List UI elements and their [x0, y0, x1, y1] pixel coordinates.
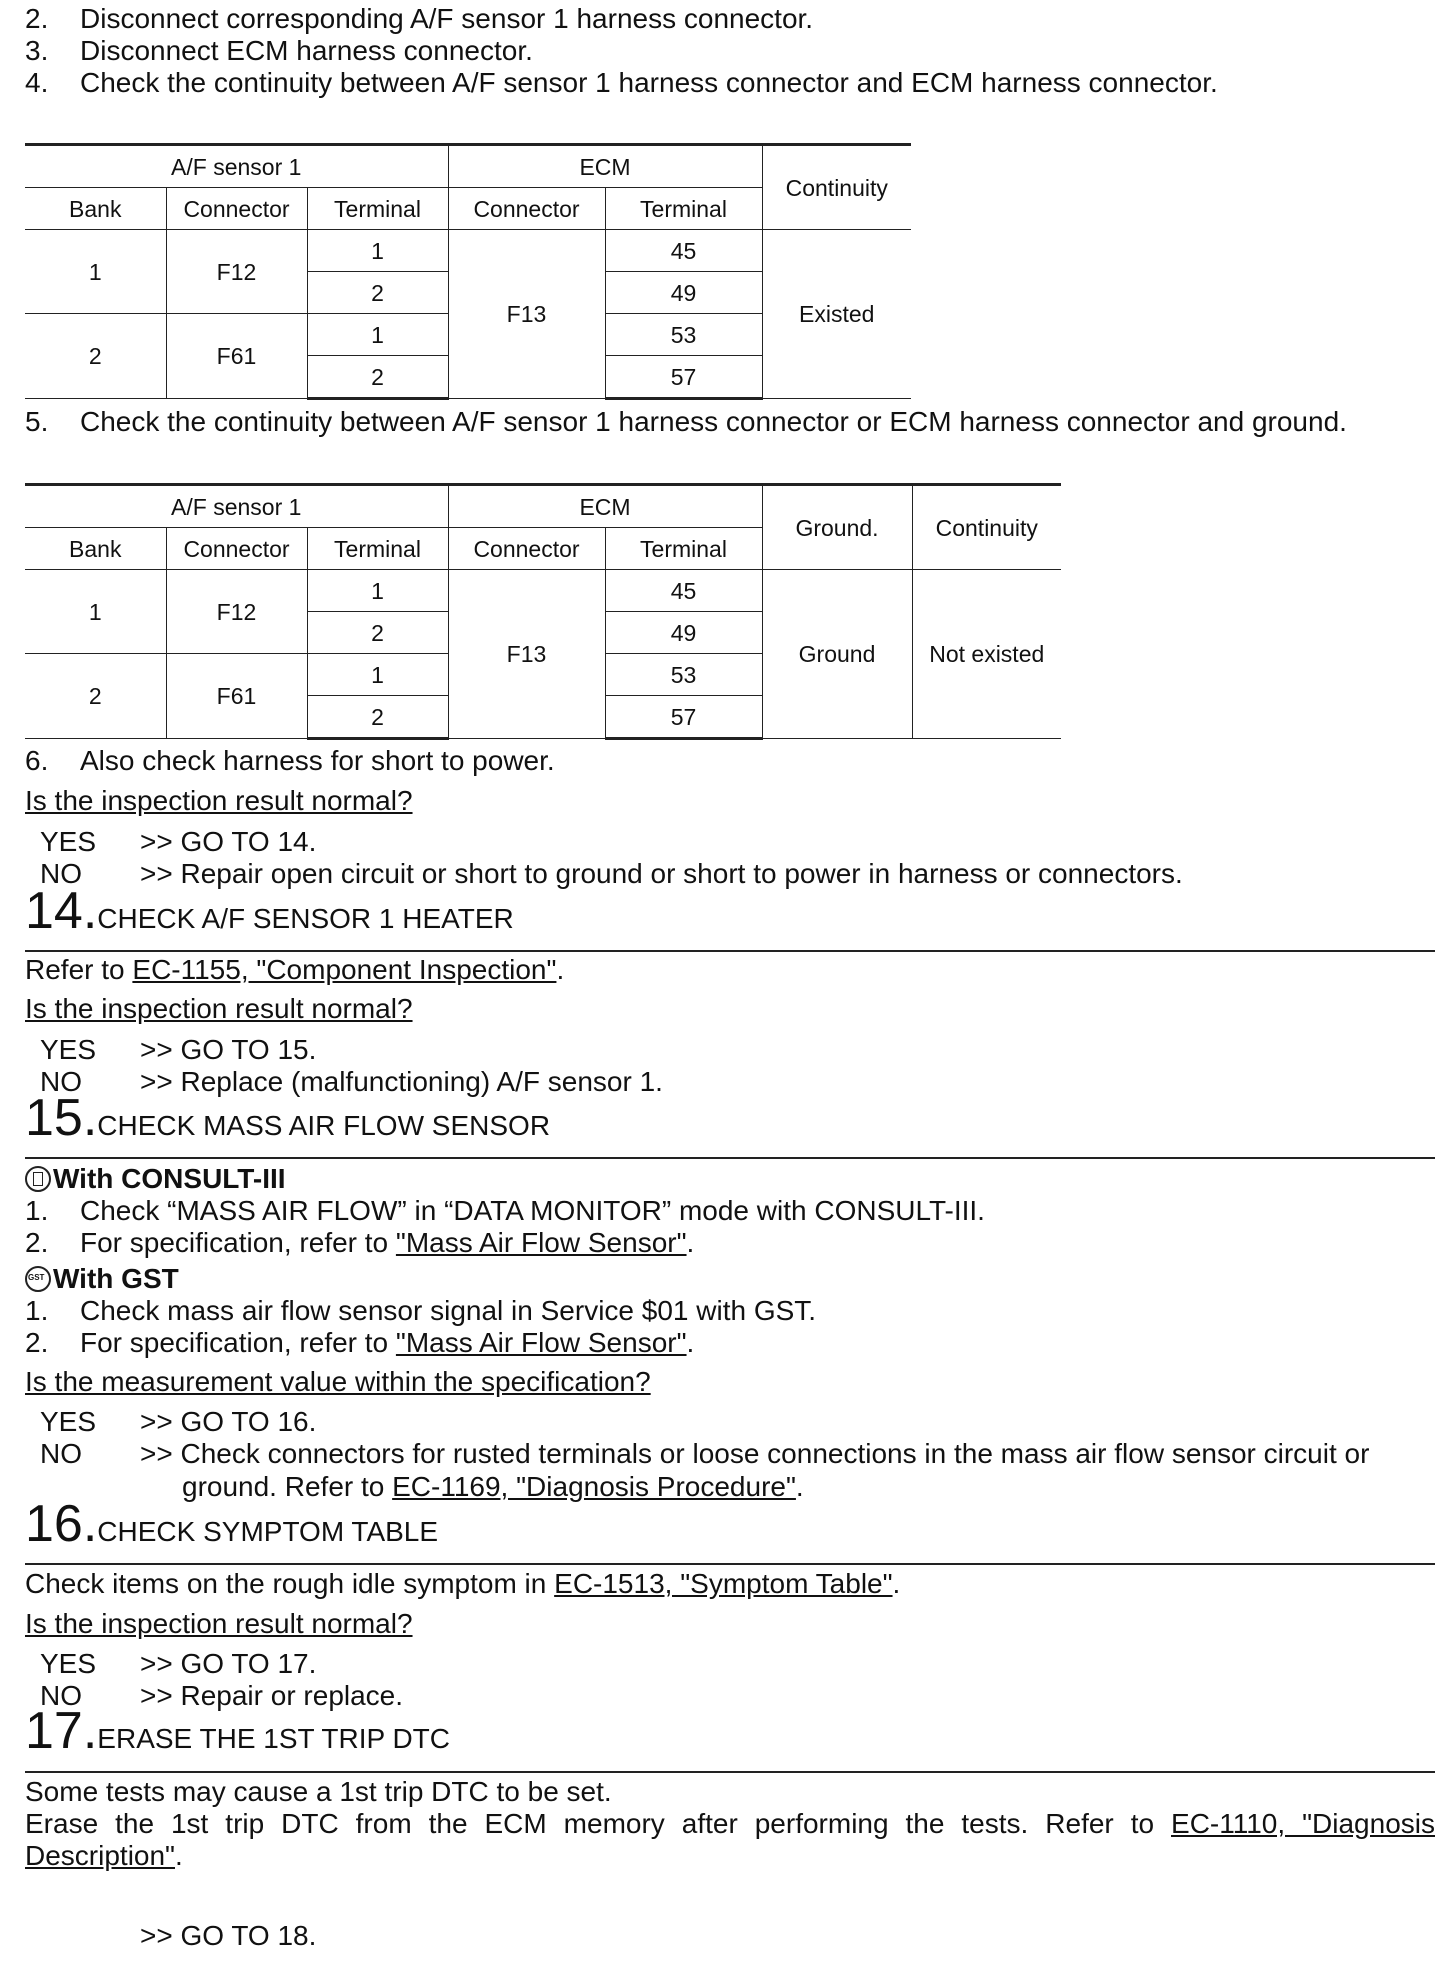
- consult-tool-icon: [25, 1166, 51, 1192]
- header-terminal: Terminal: [307, 528, 448, 570]
- cell-connector: F61: [166, 654, 307, 739]
- cell-terminal: 2: [307, 272, 448, 314]
- cell-ecm-terminal: 53: [605, 654, 762, 696]
- continuity-table-ground: [25, 483, 1061, 740]
- diagnosis-procedure-link[interactable]: EC-1169, "Diagnosis Procedure": [392, 1471, 796, 1502]
- diagnosis-description-link[interactable]: EC-1110, "Diagnosis: [1171, 1808, 1435, 1839]
- no-row-continued: ground. Refer to EC-1169, "Diagnosis Procedure".: [182, 1471, 804, 1502]
- erase-line-3: Description".: [25, 1840, 183, 1871]
- consult-step-1: 1. Check “MASS AIR FLOW” in “DATA MONITOR” mode with CONSULT-III.: [25, 1195, 985, 1226]
- no-row: NO >> Check connectors for rusted terminals or loose connections in the mass air flow sensor circuit or: [40, 1438, 1370, 1469]
- cell-terminal: 1: [307, 230, 448, 272]
- cell-bank: 2: [25, 654, 166, 739]
- cell-ecm-terminal: 49: [605, 612, 762, 654]
- component-inspection-link[interactable]: EC-1155, "Component Inspection": [132, 954, 557, 985]
- cell-ground: Ground: [762, 570, 912, 739]
- erase-line-1: Some tests may cause a 1st trip DTC to be set.: [25, 1776, 612, 1807]
- gst-step-1: 1. Check mass air flow sensor signal in Service $01 with GST.: [25, 1295, 817, 1326]
- cell-ecm-terminal: 57: [605, 356, 762, 399]
- step-17-heading: 17.ERASE THE 1ST TRIP DTC: [25, 1702, 450, 1760]
- cell-continuity: Not existed: [912, 570, 1061, 739]
- cell-ecm-terminal: 45: [605, 230, 762, 272]
- cell-ecm-terminal: 45: [605, 570, 762, 612]
- divider: [25, 1563, 1435, 1565]
- step-15-heading: 15.CHECK MASS AIR FLOW SENSOR: [25, 1089, 551, 1147]
- continuity-table-ecm: [25, 143, 911, 400]
- header-terminal: Terminal: [307, 188, 448, 230]
- cell-terminal: 2: [307, 356, 448, 399]
- diagnosis-description-link-cont[interactable]: Description": [25, 1840, 175, 1871]
- cell-bank: 2: [25, 314, 166, 399]
- header-continuity: Continuity: [762, 145, 911, 230]
- header-ecm: ECM: [448, 485, 762, 528]
- header-ground: Ground.: [762, 485, 912, 570]
- header-ecm-terminal: Terminal: [605, 528, 762, 570]
- gst-heading: GSTWith GST: [25, 1263, 179, 1295]
- goto-18: >> GO TO 18.: [140, 1920, 317, 1951]
- cell-terminal: 1: [307, 654, 448, 696]
- divider: [25, 950, 1435, 952]
- inspection-question: Is the inspection result normal?: [25, 785, 413, 816]
- consult-step-2: 2. For specification, refer to "Mass Air Flow Sensor".: [25, 1227, 695, 1258]
- yes-row: YES >> GO TO 15.: [40, 1034, 317, 1065]
- header-af-sensor: A/F sensor 1: [25, 485, 448, 528]
- gst-tool-icon: [25, 1266, 51, 1292]
- cell-connector: F12: [166, 570, 307, 654]
- header-bank: Bank: [25, 188, 166, 230]
- inspection-question: Is the inspection result normal?: [25, 993, 413, 1024]
- header-continuity: Continuity: [912, 485, 1061, 570]
- maf-sensor-link[interactable]: "Mass Air Flow Sensor": [395, 1327, 687, 1358]
- refer-line: Refer to EC-1155, "Component Inspection".: [25, 954, 565, 985]
- yes-row: YES >> GO TO 14.: [40, 826, 317, 857]
- cell-bank: 1: [25, 570, 166, 654]
- cell-terminal: 2: [307, 612, 448, 654]
- step-5: 5. Check the continuity between A/F sensor 1 harness connector or ECM harness connector and ground.: [25, 406, 1347, 437]
- step-6: 6. Also check harness for short to power.: [25, 745, 555, 776]
- header-af-sensor: A/F sensor 1: [25, 145, 448, 188]
- header-bank: Bank: [25, 528, 166, 570]
- measurement-question: Is the measurement value within the specification?: [25, 1366, 651, 1397]
- header-ecm-connector: Connector: [448, 528, 605, 570]
- no-row: NO >> Replace (malfunctioning) A/F sensor 1.: [40, 1066, 663, 1097]
- step-14-heading: 14.CHECK A/F SENSOR 1 HEATER: [25, 882, 514, 940]
- yes-row: YES >> GO TO 17.: [40, 1648, 317, 1679]
- cell-ecm-connector: F13: [448, 230, 605, 399]
- cell-terminal: 1: [307, 314, 448, 356]
- header-connector: Connector: [166, 188, 307, 230]
- gst-step-2: 2. For specification, refer to "Mass Air Flow Sensor".: [25, 1327, 695, 1358]
- header-ecm: ECM: [448, 145, 762, 188]
- maf-sensor-link[interactable]: "Mass Air Flow Sensor": [395, 1227, 687, 1258]
- cell-ecm-connector: F13: [448, 570, 605, 739]
- cell-terminal: 2: [307, 696, 448, 739]
- inspection-question: Is the inspection result normal?: [25, 1608, 413, 1639]
- symptom-line: Check items on the rough idle symptom in EC-1513, "Symptom Table".: [25, 1568, 901, 1599]
- consult-heading: With CONSULT-III: [25, 1163, 286, 1195]
- cell-ecm-terminal: 57: [605, 696, 762, 739]
- cell-bank: 1: [25, 230, 166, 314]
- divider: [25, 1771, 1435, 1773]
- cell-ecm-terminal: 53: [605, 314, 762, 356]
- cell-ecm-terminal: 49: [605, 272, 762, 314]
- step-3: 3. Disconnect ECM harness connector.: [25, 35, 533, 66]
- cell-connector: F61: [166, 314, 307, 399]
- cell-continuity: Existed: [762, 230, 911, 399]
- no-row: NO >> Repair or replace.: [40, 1680, 404, 1711]
- header-ecm-terminal: Terminal: [605, 188, 762, 230]
- cell-terminal: 1: [307, 570, 448, 612]
- step-2: 2. Disconnect corresponding A/F sensor 1 harness connector.: [25, 3, 814, 34]
- symptom-table-link[interactable]: EC-1513, "Symptom Table": [554, 1568, 893, 1599]
- divider: [25, 1157, 1435, 1159]
- step-16-heading: 16.CHECK SYMPTOM TABLE: [25, 1495, 439, 1553]
- yes-row: YES >> GO TO 16.: [40, 1406, 317, 1437]
- no-row: NO >> Repair open circuit or short to ground or short to power in harness or connectors.: [40, 858, 1183, 889]
- step-4: 4. Check the continuity between A/F sensor 1 harness connector and ECM harness connector.: [25, 67, 1218, 98]
- cell-connector: F12: [166, 230, 307, 314]
- header-ecm-connector: Connector: [448, 188, 605, 230]
- header-connector: Connector: [166, 528, 307, 570]
- erase-line-2: Erase the 1st trip DTC from the ECM memory after performing the tests. Refer to EC-1110, "Diagnosis: [25, 1808, 1435, 1839]
